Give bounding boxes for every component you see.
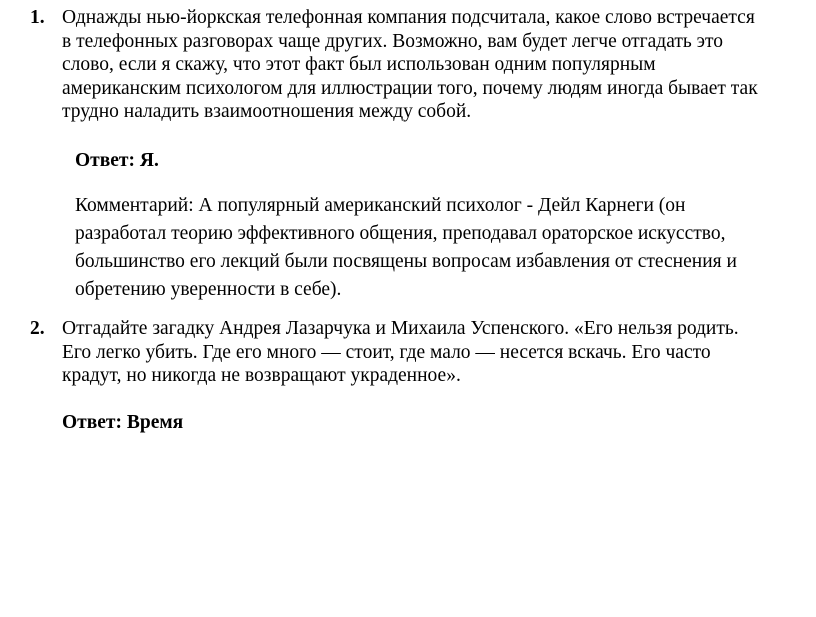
comment-line: обретению уверенности в себе). bbox=[75, 279, 342, 300]
question-line: Отгадайте загадку Андрея Лазарчука и Михаила Успенского. «Его нельзя родить. bbox=[62, 318, 739, 339]
question-number: 2. bbox=[30, 318, 45, 339]
comment-line: большинство его лекций были посвящены вопросам избавления от стеснения и bbox=[75, 251, 737, 272]
question-line: трудно наладить взаимоотношения между собой. bbox=[62, 101, 472, 122]
answer-1: Ответ: Я. bbox=[75, 150, 159, 171]
question-text bbox=[62, 317, 812, 388]
question-text bbox=[62, 6, 812, 124]
comment-line: разработал теорию эффективного общения, преподавал ораторское искусство, bbox=[75, 223, 726, 244]
question-line: в телефонных разговорах чаще других. Возможно, вам будет легче отгадать это bbox=[62, 30, 724, 52]
question-line: Однажды нью-йоркская телефонная компания подсчитала, какое слово встречается bbox=[62, 7, 755, 28]
comment-1 bbox=[75, 192, 810, 304]
question-line: крадут, но никогда не возвращают украденное». bbox=[62, 365, 461, 386]
question-line: американским психологом для иллюстрации того, почему людям иногда бывает так bbox=[62, 77, 758, 99]
comment-line: Комментарий: А популярный американский психолог - Дейл Карнеги (он bbox=[75, 195, 686, 216]
question-line: слово, если я скажу, что этот факт был использован одним популярным bbox=[62, 54, 656, 75]
question-number: 1. bbox=[30, 7, 45, 28]
answer-2: Ответ: Время bbox=[62, 412, 184, 433]
question-line: Его легко убить. Где его много — стоит, где мало — несется вскачь. Его часто bbox=[62, 341, 711, 363]
